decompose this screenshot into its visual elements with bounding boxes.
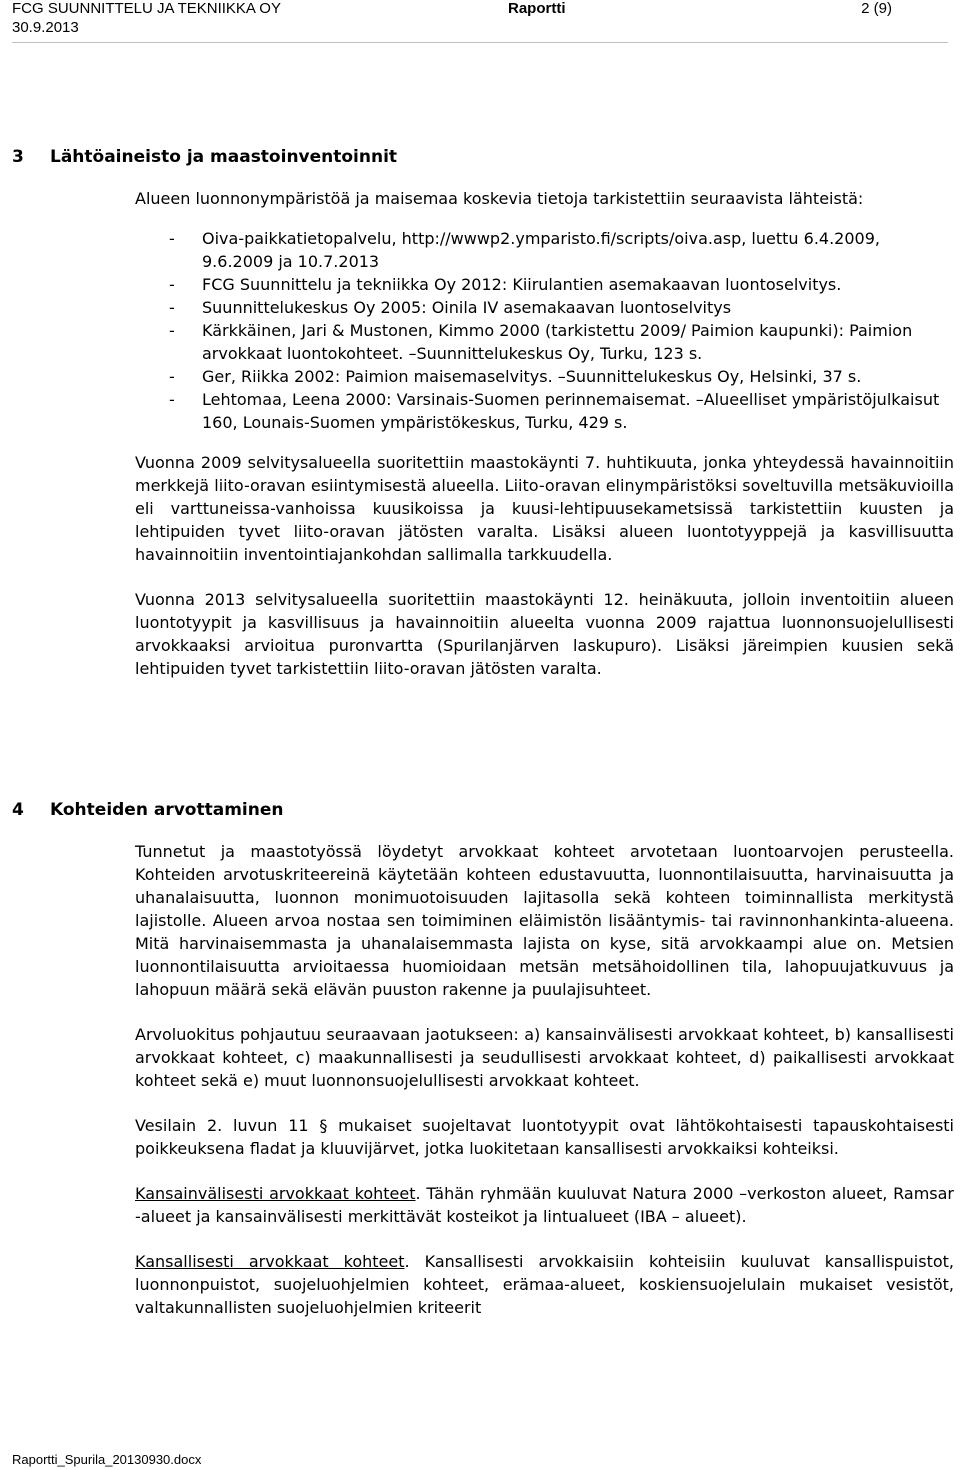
source-item: - Kärkkäinen, Jari & Mustonen, Kimmo 2000 (tarkistettu 2009/ Paimion kaupunki): Paimion arvokkaat luontokohteet. –Suunnittelukeskus Oy, Turku, 123 s. [135,319,954,365]
page-number: 2 (9) [861,0,892,17]
source-item: - Suunnittelukeskus Oy 2005: Oinila IV asemakaavan luontoselvitys [135,296,954,319]
source-item: - FCG Suunnittelu ja tekniikka Oy 2012: Kiirulantien asemakaavan luontoselvitys. [135,273,954,296]
national-heading: Kansallisesti arvokkaat kohteet [135,1252,405,1271]
section-3-title: Lähtöaineisto ja maastoinventoinnit [50,147,398,167]
source-item: - Lehtomaa, Leena 2000: Varsinais-Suomen perinnemaisemat. –Alueelliset ympäristöjulkaisut 160, Lounais-Suomen ympäristökeskus, Turku, 429 s. [135,388,954,434]
section-3-number: 3 [12,147,24,167]
document-type: Raportti [508,0,566,17]
international-heading: Kansainvälisesti arvokkaat kohteet [135,1184,416,1203]
page-footer [12,1452,201,1468]
section-4-body [135,840,954,1319]
source-list [135,227,954,434]
footer-filename: Raportti_Spurila_20130930.docx [12,1452,202,1467]
paragraph-national [135,1250,954,1319]
section-3-heading [12,146,397,168]
source-item: - Ger, Riikka 2002: Paimion maisemaselvitys. –Suunnittelukeskus Oy, Helsinki, 37 s. [135,365,954,388]
page-header [12,0,948,42]
header-divider [12,42,948,43]
section-3-body [135,187,954,680]
paragraph-classification: Arvoluokitus pohjautuu seuraavaan jaotukseen: a) kansainvälisesti arvokkaat kohteet, b) kansallisesti arvokkaat kohteet, c) maakunnallisesti ja seudullisesti arvokkaat kohteet, d) paikallisesti arvokkaat kohteet sekä e) muut luonnonsuojelullisesti arvokkaat kohteet. [135,1025,954,1090]
paragraph-visit-2009: Vuonna 2009 selvitysalueella suoritettiin maastokäynti 7. huhtikuuta, jonka yhteydessä havainnoitiin merkkejä liito-oravan esiintymisestä alueella. Liito-oravan elinympäristöksi soveltuvilla metsäkuvioilla eli varttuneissa-vanhoissa kuusikoissa ja kuusi-lehtipuusekametsissä tarkistettiin kuusten ja lehtipuiden tyvet liito-oravan jätösten varalta. Lisäksi alueen luontotyyppejä ja kasvillisuutta havainnoitiin inventointiajankohdan sallimalla tarkkuudella. [135,453,954,564]
source-item: - Oiva-paikkatietopalvelu, http://wwwp2.ymparisto.fi/scripts/oiva.asp, luettu 6.4.2009, 9.6.2009 ja 10.7.2013 [135,227,954,273]
company-name: FCG SUUNNITTELU JA TEKNIIKKA OY [12,0,281,17]
document-date: 30.9.2013 [12,19,79,36]
paragraph-water-act: Vesilain 2. luvun 11 § mukaiset suojeltavat luontotyypit ovat lähtökohtaisesti tapauskohtaisesti poikkeuksena fladat ja kluuvijärvet, jotka luokitetaan kansallisesti arvokkaiksi kohteiksi. [135,1116,954,1158]
section-4-heading [12,799,283,821]
sources-intro: Alueen luonnonympäristöä ja maisemaa koskevia tietoja tarkistettiin seuraavista lähteistä: [135,189,864,208]
section-4-title: Kohteiden arvottaminen [50,800,284,820]
paragraph-valuation-criteria: Tunnetut ja maastotyössä löydetyt arvokkaat kohteet arvotetaan luontoarvojen perusteella. Kohteiden arvotuskriteereinä käytetään kohteen edustavuutta, luonnontilaisuutta, harvinaisuutta ja uhanalaisuutta, luonnon monimuotoisuuden lajitasolla sekä kohteen toiminnallista merkitystä lajistolle. Alueen arvoa nostaa sen toimiminen eläimistön lisääntymis- tai ravinnonhankinta-alueena. Mitä harvinaisemmasta ja uhanalaisemmasta lajista on kyse, sitä arvokkaampi alue on. Metsien luonnontilaisuutta arvioitaessa huomioidaan metsän metsähoidollinen tila, lahopuujatkuvuus ja lahopuun määrä sekä elävän puuston rakenne ja puulajisuhteet. [135,842,954,999]
paragraph-visit-2013: Vuonna 2013 selvitysalueella suoritettiin maastokäynti 12. heinäkuuta, jolloin inventoitiin alueen luontotyypit ja kasvillisuus ja havainnoitiin alueelta vuonna 2009 rajattua luonnonsuojelullisesti arvokkaaksi arvioitua puronvartta (Spurilanjärven laskupuro). Lisäksi järeimpien kuusien sekä lehtipuiden tyvet tarkistettiin liito-oravan jätösten varalta. [135,590,954,678]
international-text: . Tähän ryhmään kuuluvat Natura 2000 –verkoston alueet, Ramsar -alueet ja kansainvälisesti merkittävät kosteikot ja lintualueet (IBA – alueet). [135,1184,954,1226]
paragraph-international [135,1182,954,1228]
national-text: . Kansallisesti arvokkaisiin kohteisiin kuuluvat kansallispuistot, luonnonpuistot, suojeluohjelmien kohteet, erämaa-alueet, koskiensuojelulain mukaiset vesistöt, valtakunnallisten suojeluohjelmien kriteerit [135,1252,954,1317]
section-4-number: 4 [12,800,24,820]
